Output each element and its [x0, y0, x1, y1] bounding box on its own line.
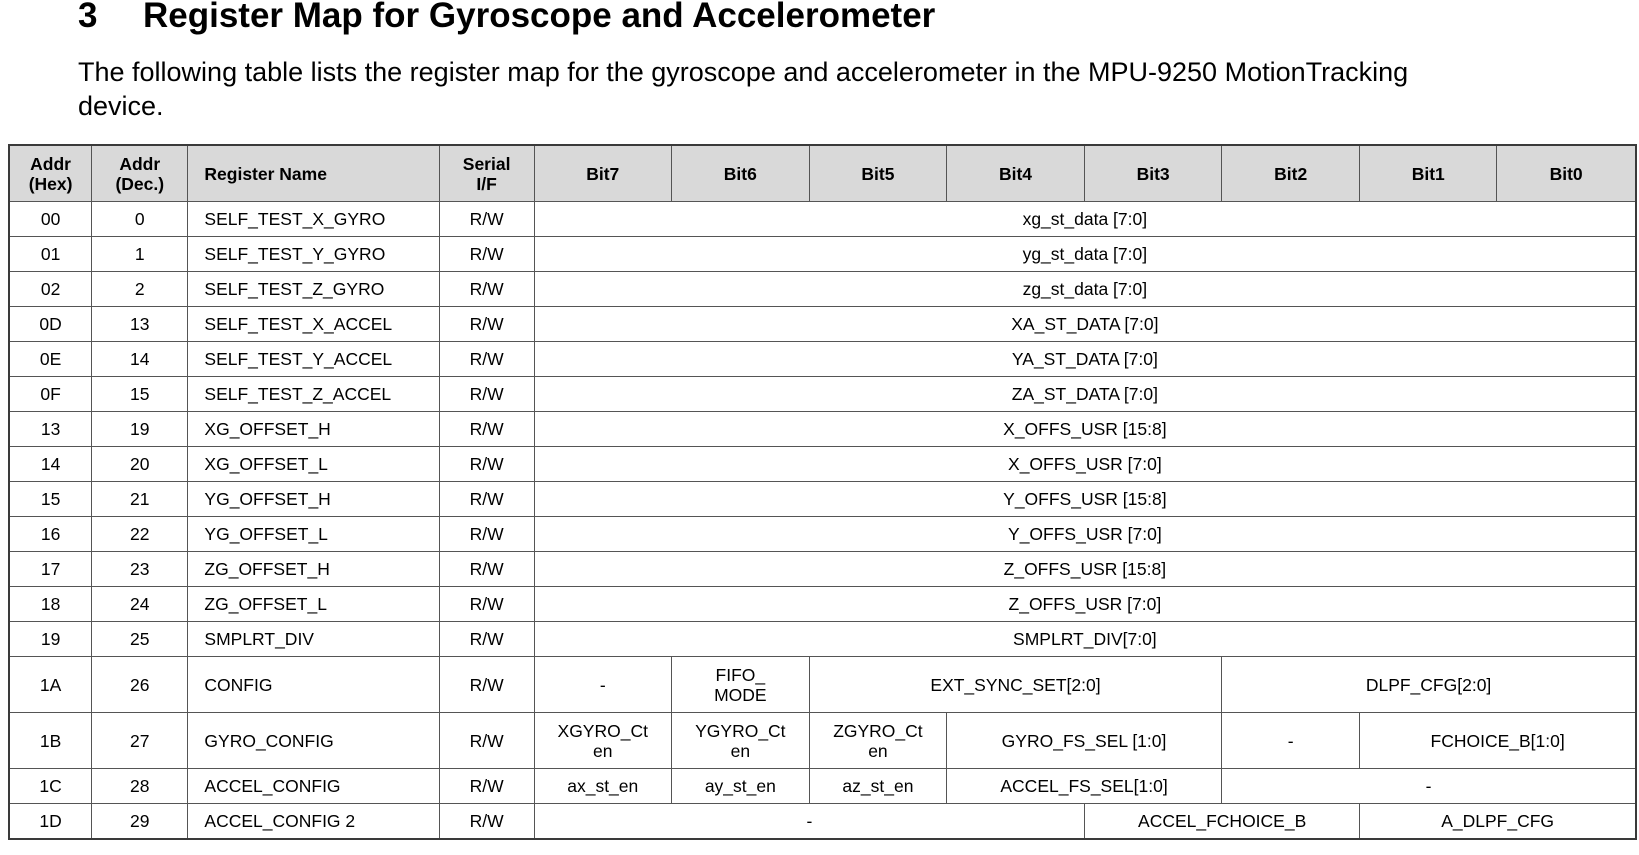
table-row	[9, 517, 1636, 552]
table-row	[9, 769, 1636, 804]
bitfield-cell: Y_OFFS_USR [15:8]	[534, 482, 1636, 517]
addr-dec-cell: 22	[92, 517, 188, 552]
serial-if-cell: R/W	[439, 587, 534, 622]
intro-paragraph: The following table lists the register map for the gyroscope and accelerometer in the MPU-9250 MotionTracking device.	[78, 57, 1409, 121]
addr-hex-cell: 02	[9, 272, 92, 307]
table-row	[9, 804, 1636, 840]
bitfield-cell: -	[1222, 769, 1636, 804]
register-name-cell: SELF_TEST_Y_GYRO	[188, 237, 439, 272]
section-title: Register Map for Gyroscope and Accelerometer	[143, 0, 936, 35]
addr-dec-cell: 13	[92, 307, 188, 342]
table-row	[9, 657, 1636, 713]
serial-if-cell: R/W	[439, 804, 534, 840]
bit7-cell: ax_st_en	[534, 769, 671, 804]
addr-dec-cell: 24	[92, 587, 188, 622]
bitfield-cell: X_OFFS_USR [7:0]	[534, 447, 1636, 482]
serial-if-cell: R/W	[439, 769, 534, 804]
addr-hex-cell: 1C	[9, 769, 92, 804]
register-map-table	[8, 144, 1637, 840]
section-number: 3	[78, 0, 98, 35]
addr-dec-cell: 28	[92, 769, 188, 804]
addr-hex-cell: 17	[9, 552, 92, 587]
addr-hex-cell: 19	[9, 622, 92, 657]
addr-hex-cell: 0F	[9, 377, 92, 412]
bit2-cell: -	[1222, 713, 1360, 769]
table-row	[9, 272, 1636, 307]
register-name-cell: SELF_TEST_X_ACCEL	[188, 307, 439, 342]
addr-dec-cell: 21	[92, 482, 188, 517]
addr-dec-cell: 23	[92, 552, 188, 587]
serial-if-cell: R/W	[439, 517, 534, 552]
header-bit1: Bit1	[1360, 145, 1497, 202]
addr-hex-cell: 1B	[9, 713, 92, 769]
section-heading	[78, 0, 935, 38]
bitfield-cell: yg_st_data [7:0]	[534, 237, 1636, 272]
register-name-cell: SELF_TEST_Y_ACCEL	[188, 342, 439, 377]
addr-dec-cell: 19	[92, 412, 188, 447]
bit6-cell: ay_st_en	[671, 769, 809, 804]
addr-hex-cell: 1A	[9, 657, 92, 713]
bitfield-cell: Y_OFFS_USR [7:0]	[534, 517, 1636, 552]
addr-hex-cell: 0E	[9, 342, 92, 377]
addr-hex-cell: 00	[9, 202, 92, 237]
register-name-cell: CONFIG	[188, 657, 439, 713]
register-name-cell: ACCEL_CONFIG	[188, 769, 439, 804]
serial-if-cell: R/W	[439, 713, 534, 769]
header-bit6: Bit6	[671, 145, 809, 202]
bitfield-cell: FCHOICE_B[1:0]	[1360, 713, 1636, 769]
bitfield-cell: ACCEL_FS_SEL[1:0]	[946, 769, 1221, 804]
addr-dec-cell: 20	[92, 447, 188, 482]
addr-dec-cell: 1	[92, 237, 188, 272]
addr-dec-cell: 15	[92, 377, 188, 412]
table-row	[9, 447, 1636, 482]
bitfield-cell: Z_OFFS_USR [7:0]	[534, 587, 1636, 622]
table-row	[9, 552, 1636, 587]
bitfield-cell: X_OFFS_USR [15:8]	[534, 412, 1636, 447]
bitfield-cell: Z_OFFS_USR [15:8]	[534, 552, 1636, 587]
addr-dec-cell: 25	[92, 622, 188, 657]
register-name-cell: ACCEL_CONFIG 2	[188, 804, 439, 840]
addr-hex-cell: 13	[9, 412, 92, 447]
header-bit3: Bit3	[1085, 145, 1222, 202]
addr-hex-cell: 18	[9, 587, 92, 622]
addr-dec-cell: 29	[92, 804, 188, 840]
header-bit7: Bit7	[534, 145, 671, 202]
register-name-cell: SELF_TEST_Z_ACCEL	[188, 377, 439, 412]
serial-if-cell: R/W	[439, 342, 534, 377]
bitfield-cell: A_DLPF_CFG	[1360, 804, 1636, 840]
table-row	[9, 482, 1636, 517]
register-name-cell: SELF_TEST_Z_GYRO	[188, 272, 439, 307]
addr-hex-cell: 15	[9, 482, 92, 517]
header-serial-if: Serial I/F	[439, 145, 534, 202]
header-bit5: Bit5	[809, 145, 946, 202]
bit7-cell: -	[534, 657, 671, 713]
register-name-cell: GYRO_CONFIG	[188, 713, 439, 769]
bitfield-cell: ACCEL_FCHOICE_B	[1085, 804, 1360, 840]
bitfield-cell: EXT_SYNC_SET[2:0]	[809, 657, 1221, 713]
table-row	[9, 342, 1636, 377]
table-row	[9, 377, 1636, 412]
bit6-cell: FIFO_ MODE	[671, 657, 809, 713]
header-bit4: Bit4	[946, 145, 1084, 202]
bitfield-cell: SMPLRT_DIV[7:0]	[534, 622, 1636, 657]
addr-dec-cell: 0	[92, 202, 188, 237]
table-row	[9, 202, 1636, 237]
header-addr-dec: Addr (Dec.)	[92, 145, 188, 202]
bit5-cell: az_st_en	[809, 769, 946, 804]
table-row	[9, 237, 1636, 272]
serial-if-cell: R/W	[439, 482, 534, 517]
register-name-cell: YG_OFFSET_L	[188, 517, 439, 552]
bitfield-cell: zg_st_data [7:0]	[534, 272, 1636, 307]
bitfield-cell: DLPF_CFG[2:0]	[1222, 657, 1636, 713]
bitfield-cell: XA_ST_DATA [7:0]	[534, 307, 1636, 342]
addr-dec-cell: 27	[92, 713, 188, 769]
table-row	[9, 587, 1636, 622]
header-bit0: Bit0	[1497, 145, 1636, 202]
table-row	[9, 622, 1636, 657]
bitfield-cell: xg_st_data [7:0]	[534, 202, 1636, 237]
header-bit2: Bit2	[1222, 145, 1360, 202]
serial-if-cell: R/W	[439, 307, 534, 342]
table-row	[9, 713, 1636, 769]
serial-if-cell: R/W	[439, 272, 534, 307]
bitfield-cell: GYRO_FS_SEL [1:0]	[946, 713, 1221, 769]
addr-hex-cell: 14	[9, 447, 92, 482]
addr-hex-cell: 0D	[9, 307, 92, 342]
header-register-name: Register Name	[188, 145, 439, 202]
serial-if-cell: R/W	[439, 237, 534, 272]
register-name-cell: SELF_TEST_X_GYRO	[188, 202, 439, 237]
register-name-cell: XG_OFFSET_H	[188, 412, 439, 447]
bit7-cell: XGYRO_Ct en	[534, 713, 671, 769]
bitfield-cell: YA_ST_DATA [7:0]	[534, 342, 1636, 377]
serial-if-cell: R/W	[439, 657, 534, 713]
serial-if-cell: R/W	[439, 412, 534, 447]
register-name-cell: ZG_OFFSET_L	[188, 587, 439, 622]
header-addr-hex: Addr (Hex)	[9, 145, 92, 202]
addr-hex-cell: 01	[9, 237, 92, 272]
addr-hex-cell: 16	[9, 517, 92, 552]
header-row	[9, 145, 1636, 202]
bit5-cell: ZGYRO_Ct en	[809, 713, 946, 769]
addr-dec-cell: 2	[92, 272, 188, 307]
bitfield-cell: ZA_ST_DATA [7:0]	[534, 377, 1636, 412]
bitfield-cell: -	[534, 804, 1084, 840]
addr-hex-cell: 1D	[9, 804, 92, 840]
serial-if-cell: R/W	[439, 552, 534, 587]
serial-if-cell: R/W	[439, 622, 534, 657]
addr-dec-cell: 14	[92, 342, 188, 377]
table-row	[9, 307, 1636, 342]
table-row	[9, 412, 1636, 447]
bit6-cell: YGYRO_Ct en	[671, 713, 809, 769]
register-name-cell: YG_OFFSET_H	[188, 482, 439, 517]
register-name-cell: ZG_OFFSET_H	[188, 552, 439, 587]
addr-dec-cell: 26	[92, 657, 188, 713]
register-name-cell: SMPLRT_DIV	[188, 622, 439, 657]
register-name-cell: XG_OFFSET_L	[188, 447, 439, 482]
serial-if-cell: R/W	[439, 377, 534, 412]
serial-if-cell: R/W	[439, 202, 534, 237]
serial-if-cell: R/W	[439, 447, 534, 482]
